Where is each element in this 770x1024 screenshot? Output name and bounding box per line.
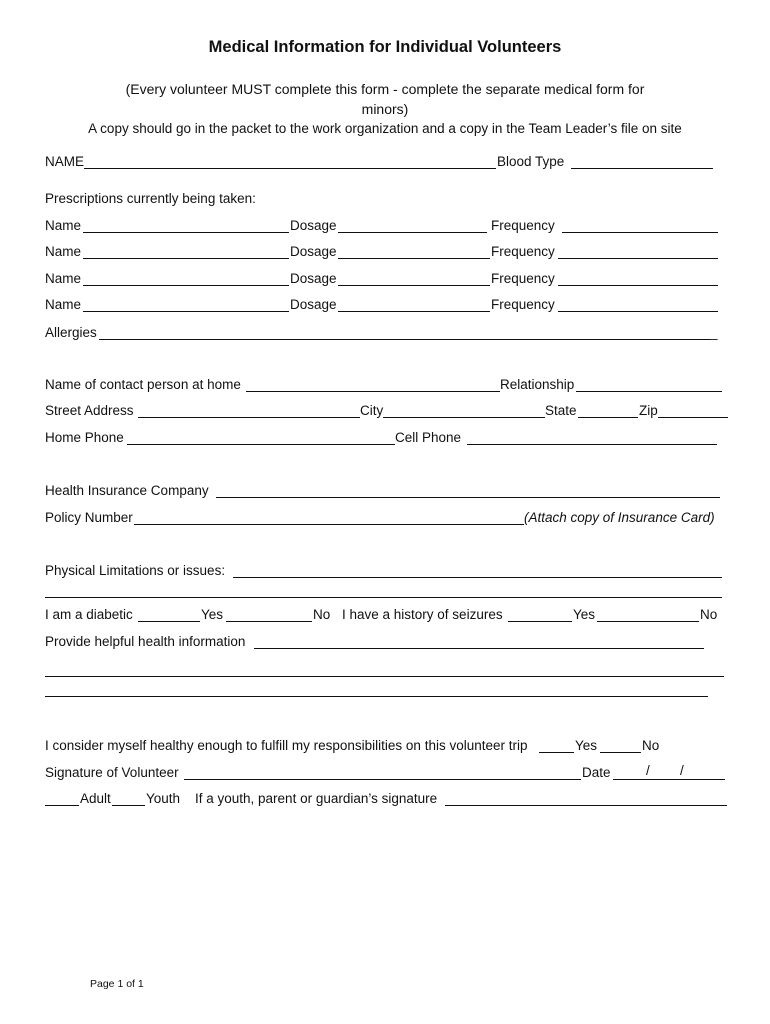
relationship-label: Relationship [500, 377, 575, 392]
physical-limitations-label: Physical Limitations or issues: [45, 563, 226, 578]
guardian-signature-label: If a youth, parent or guardian’s signature [195, 791, 438, 806]
diabetic-yes-label: Yes [201, 607, 224, 622]
rx-name-field[interactable] [83, 311, 289, 312]
rx-name-label: Name [45, 218, 82, 233]
signature-field[interactable] [184, 779, 581, 780]
cell-phone-label: Cell Phone [395, 430, 462, 445]
rx-dosage-label: Dosage [290, 271, 337, 286]
street-address-label: Street Address [45, 403, 134, 418]
rx-dosage-field[interactable] [338, 258, 490, 259]
healthy-yes-field[interactable] [539, 752, 574, 753]
signature-label: Signature of Volunteer [45, 765, 179, 780]
rx-name-label: Name [45, 244, 82, 259]
name-field[interactable] [84, 168, 496, 169]
rx-name-field[interactable] [83, 285, 289, 286]
zip-field[interactable] [658, 417, 728, 418]
rx-frequency-label: Frequency [491, 218, 555, 233]
instructions-line-1: (Every volunteer MUST complete this form - complete the separate medical form for [125, 81, 645, 97]
healthy-no-field[interactable] [600, 752, 641, 753]
health-info-field-line-3[interactable] [45, 696, 708, 697]
rx-dosage-label: Dosage [290, 297, 337, 312]
city-label: City [360, 403, 384, 418]
physical-limitations-field[interactable] [233, 577, 722, 578]
instructions-line-3: A copy should go in the packet to the work organization and a copy in the Team Leader’s file on site [88, 121, 682, 136]
page-number: Page 1 of 1 [90, 978, 144, 990]
rx-dosage-field[interactable] [338, 232, 487, 233]
prescriptions-heading: Prescriptions currently being taken: [45, 191, 256, 206]
seizures-yes-label: Yes [573, 607, 596, 622]
allergies-field[interactable] [99, 339, 710, 340]
attach-card-note: (Attach copy of Insurance Card) [524, 510, 715, 525]
date-field[interactable] [613, 779, 725, 780]
city-field[interactable] [383, 417, 545, 418]
date-label: Date [582, 765, 611, 780]
allergies-tail: _ [710, 325, 718, 340]
policy-number-field[interactable] [134, 524, 524, 525]
date-slash-1: / [646, 763, 650, 778]
rx-frequency-field[interactable] [558, 258, 718, 259]
rx-frequency-label: Frequency [491, 244, 555, 259]
instructions-line-2: minors) [361, 101, 409, 117]
home-phone-label: Home Phone [45, 430, 124, 445]
home-phone-field[interactable] [127, 444, 395, 445]
rx-dosage-field[interactable] [338, 311, 490, 312]
allergies-label: Allergies [45, 325, 97, 340]
rx-name-field[interactable] [83, 258, 289, 259]
seizures-no-field[interactable] [597, 621, 699, 622]
rx-name-field[interactable] [83, 232, 289, 233]
contact-person-field[interactable] [246, 391, 500, 392]
blood-type-field[interactable] [571, 168, 713, 169]
rx-dosage-label: Dosage [290, 218, 337, 233]
youth-label: Youth [146, 791, 181, 806]
diabetic-no-label: No [313, 607, 331, 622]
rx-frequency-label: Frequency [491, 297, 555, 312]
rx-frequency-field[interactable] [562, 232, 718, 233]
guardian-signature-field[interactable] [445, 805, 727, 806]
rx-frequency-label: Frequency [491, 271, 555, 286]
health-info-field-line-2[interactable] [45, 676, 724, 677]
adult-field[interactable] [45, 805, 79, 806]
state-label: State [545, 403, 577, 418]
zip-label: Zip [639, 403, 658, 418]
relationship-field[interactable] [576, 391, 722, 392]
state-field[interactable] [578, 417, 638, 418]
seizures-no-label: No [700, 607, 718, 622]
healthy-statement: I consider myself healthy enough to fulfill my responsibilities on this volunteer trip [45, 738, 528, 753]
rx-dosage-field[interactable] [338, 285, 490, 286]
seizures-yes-field[interactable] [508, 621, 572, 622]
cell-phone-field[interactable] [467, 444, 717, 445]
insurance-company-field[interactable] [216, 497, 720, 498]
healthy-no-label: No [642, 738, 660, 753]
youth-field[interactable] [112, 805, 145, 806]
rx-frequency-field[interactable] [558, 311, 718, 312]
rx-name-label: Name [45, 297, 82, 312]
form-title: Medical Information for Individual Volunteers [208, 38, 562, 56]
health-info-label: Provide helpful health information [45, 634, 246, 649]
diabetic-yes-field[interactable] [138, 621, 200, 622]
contact-person-label: Name of contact person at home [45, 377, 241, 392]
date-slash-2: / [680, 763, 684, 778]
blood-type-label: Blood Type [497, 154, 565, 169]
street-address-field[interactable] [138, 417, 360, 418]
name-label: NAME [45, 154, 85, 169]
seizures-label: I have a history of seizures [342, 607, 503, 622]
insurance-company-label: Health Insurance Company [45, 483, 209, 498]
policy-number-label: Policy Number [45, 510, 133, 525]
rx-dosage-label: Dosage [290, 244, 337, 259]
diabetic-label: I am a diabetic [45, 607, 133, 622]
diabetic-no-field[interactable] [226, 621, 312, 622]
adult-label: Adult [80, 791, 111, 806]
physical-limitations-field-line-2[interactable] [45, 597, 722, 598]
rx-frequency-field[interactable] [558, 285, 718, 286]
healthy-yes-label: Yes [575, 738, 598, 753]
health-info-field[interactable] [254, 648, 704, 649]
rx-name-label: Name [45, 271, 82, 286]
